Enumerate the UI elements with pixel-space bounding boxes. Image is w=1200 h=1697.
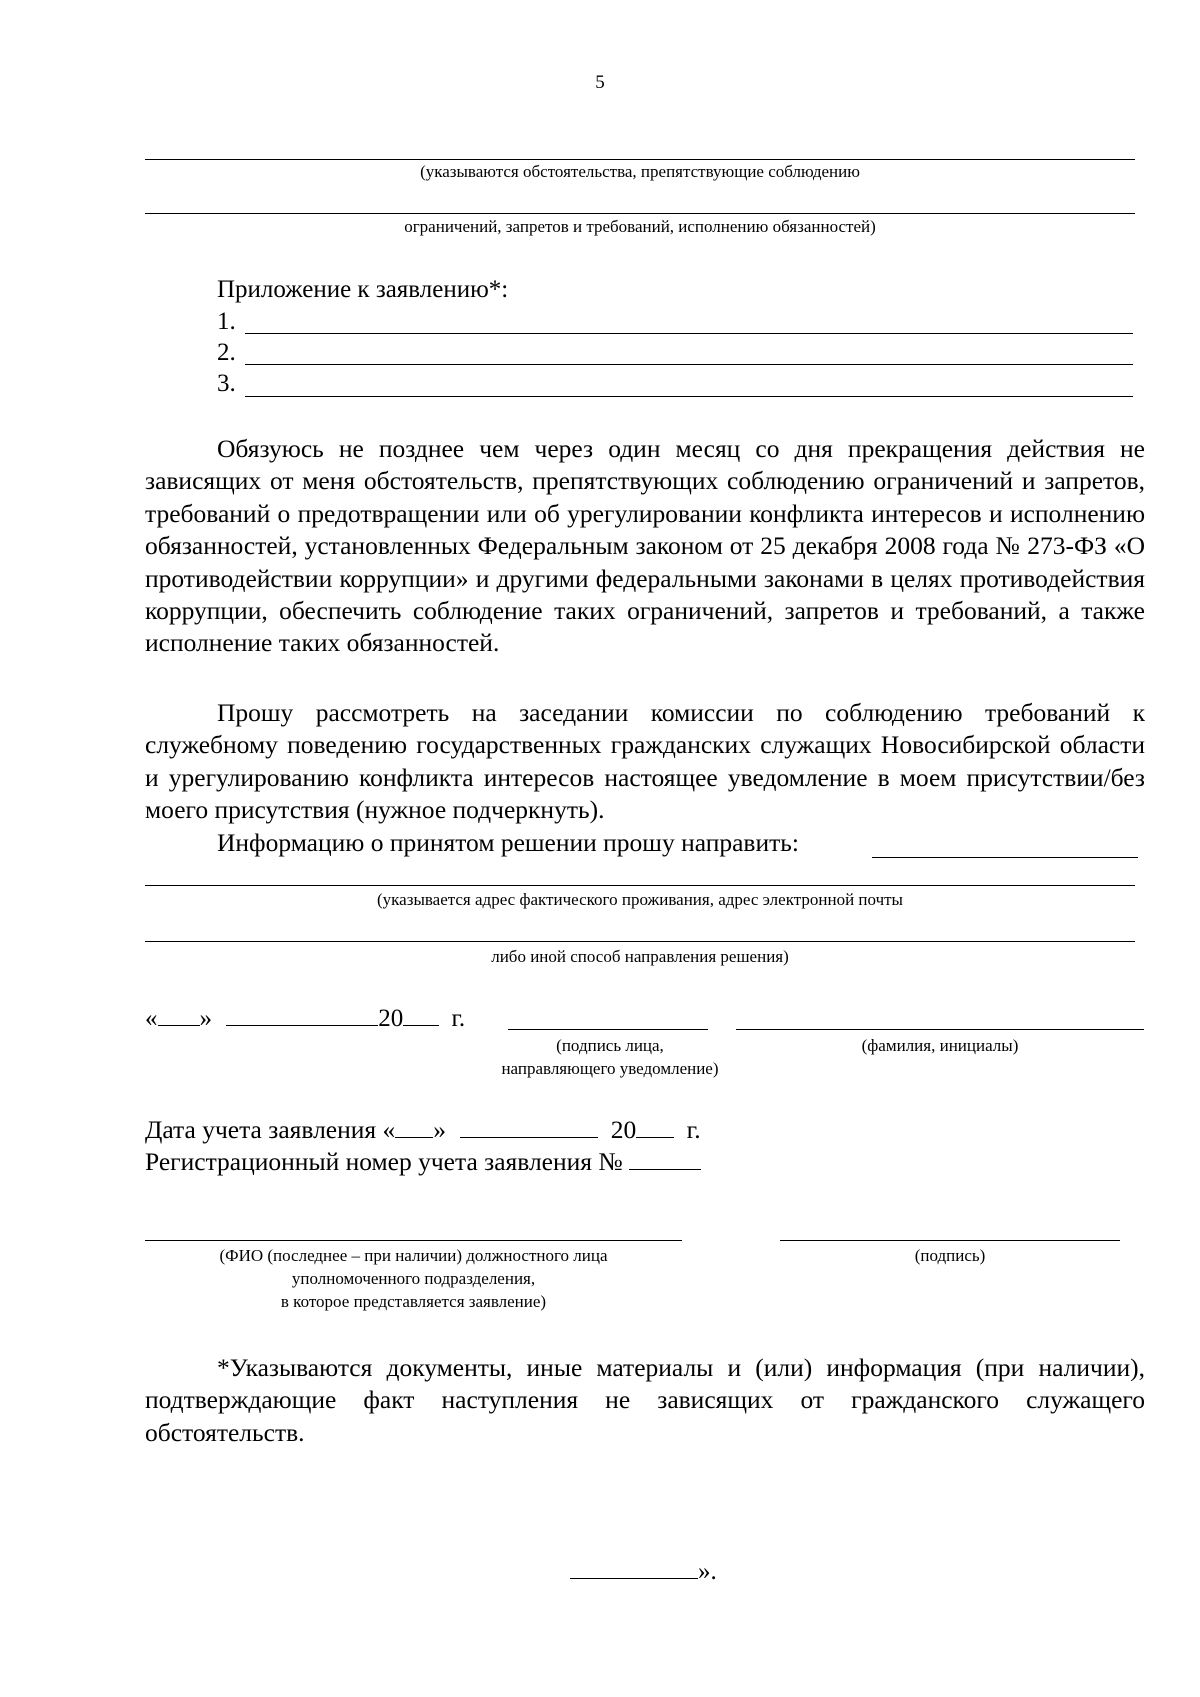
- footnote-paragraph: *Указываются документы, иные материалы и (или) информация (при наличии), подтверждающие факт наступления не зависящих от гражданского служащего обстоятельств.: [145, 1353, 1145, 1447]
- registration-number-row: [145, 1146, 701, 1178]
- registration-date-label: Дата учета заявления «: [145, 1115, 396, 1144]
- month-blank[interactable]: [226, 1003, 378, 1026]
- address-line-2[interactable]: [145, 941, 1135, 942]
- date-close-quote: »: [199, 1005, 212, 1032]
- year-blank[interactable]: [403, 1003, 439, 1026]
- registration-year-blank[interactable]: [636, 1115, 674, 1138]
- info-line-label: Информацию о принятом решении прошу направить:: [217, 828, 799, 857]
- address-caption-1: (указывается адрес фактического проживания, адрес электронной почты: [377, 890, 903, 909]
- attachment-item-number: 1.: [217, 308, 236, 335]
- official-caption-2: уполномоченного подразделения,: [291, 1269, 536, 1288]
- circumstances-caption-1: (указываются обстоятельства, препятствующие соблюдению: [420, 162, 860, 181]
- request-paragraph: Прошу рассмотреть на заседании комиссии по соблюдению требований к служебному поведению государственных гражданских служащих Новосибирской области и урегулированию конфликта интересов настоящее уведомление в моем присутствии/без моего присутствия (нужное подчеркнуть).: [145, 698, 1145, 825]
- closing-mark-row: [570, 1556, 717, 1588]
- attachment-item-line-3[interactable]: [245, 396, 1133, 397]
- official-caption-3: в которое представляется заявление): [280, 1292, 547, 1311]
- attachment-item-line-1[interactable]: [245, 333, 1133, 334]
- signature-caption-2: направляющего уведомление): [501, 1059, 719, 1078]
- attachment-heading: Приложение к заявлению*:: [217, 276, 509, 303]
- day-blank[interactable]: [158, 1003, 200, 1026]
- page-number: 5: [595, 72, 605, 93]
- registration-number-label: Регистрационный номер учета заявления №: [145, 1147, 623, 1176]
- attachment-item-number: 2.: [217, 339, 236, 366]
- official-signature-caption: (подпись): [914, 1246, 986, 1265]
- official-name-line[interactable]: [145, 1240, 682, 1241]
- official-caption-1: (ФИО (последнее – при наличии) должностного лица: [219, 1246, 608, 1265]
- circumstances-line-1[interactable]: [145, 159, 1135, 160]
- registration-year-suffix: г.: [686, 1115, 701, 1144]
- attachment-item-line-2[interactable]: [245, 364, 1133, 365]
- commitment-paragraph: Обязуюсь не позднее чем через один месяц со дня прекращения действия не зависящих от меня обстоятельств, препятствующих соблюдению ограничений и запретов, требований о предотвращении или об урегулировании конфликта интересов и исполнению обязанностей, установленных Федеральным законом от 25 декабря 2008 года № 273-ФЗ «О противодействии коррупции» и другими федеральными законами в целях противодействия коррупции, обеспечить соблюдение таких ограничений, запретов и требований, а также исполнение таких обязанностей.: [145, 434, 1145, 658]
- year-prefix: 20: [378, 1005, 404, 1032]
- name-line[interactable]: [736, 1029, 1144, 1030]
- year-suffix: г.: [451, 1005, 466, 1032]
- closing-mark: ».: [698, 1558, 717, 1585]
- registration-day-blank[interactable]: [395, 1115, 433, 1138]
- info-line-blank[interactable]: [872, 857, 1138, 858]
- registration-date-close: »: [433, 1115, 447, 1144]
- signature-caption-1: (подпись лица,: [556, 1036, 664, 1055]
- attachment-item-number: 3.: [217, 370, 236, 397]
- circumstances-line-2[interactable]: [145, 213, 1135, 214]
- closing-blank[interactable]: [570, 1556, 698, 1579]
- name-caption: (фамилия, инициалы): [861, 1036, 1019, 1055]
- date-open-quote: «: [145, 1005, 158, 1032]
- address-line-1[interactable]: [145, 885, 1135, 886]
- registration-year-prefix: 20: [610, 1115, 637, 1144]
- registration-number-blank[interactable]: [629, 1147, 701, 1170]
- registration-month-blank[interactable]: [460, 1115, 598, 1138]
- circumstances-caption-2: ограничений, запретов и требований, исполнению обязанностей): [404, 217, 876, 236]
- date-row: [145, 1003, 465, 1035]
- official-signature-line[interactable]: [780, 1240, 1120, 1241]
- signature-line[interactable]: [508, 1029, 708, 1030]
- address-caption-2: либо иной способ направления решения): [491, 947, 789, 966]
- registration-date-row: [145, 1114, 701, 1146]
